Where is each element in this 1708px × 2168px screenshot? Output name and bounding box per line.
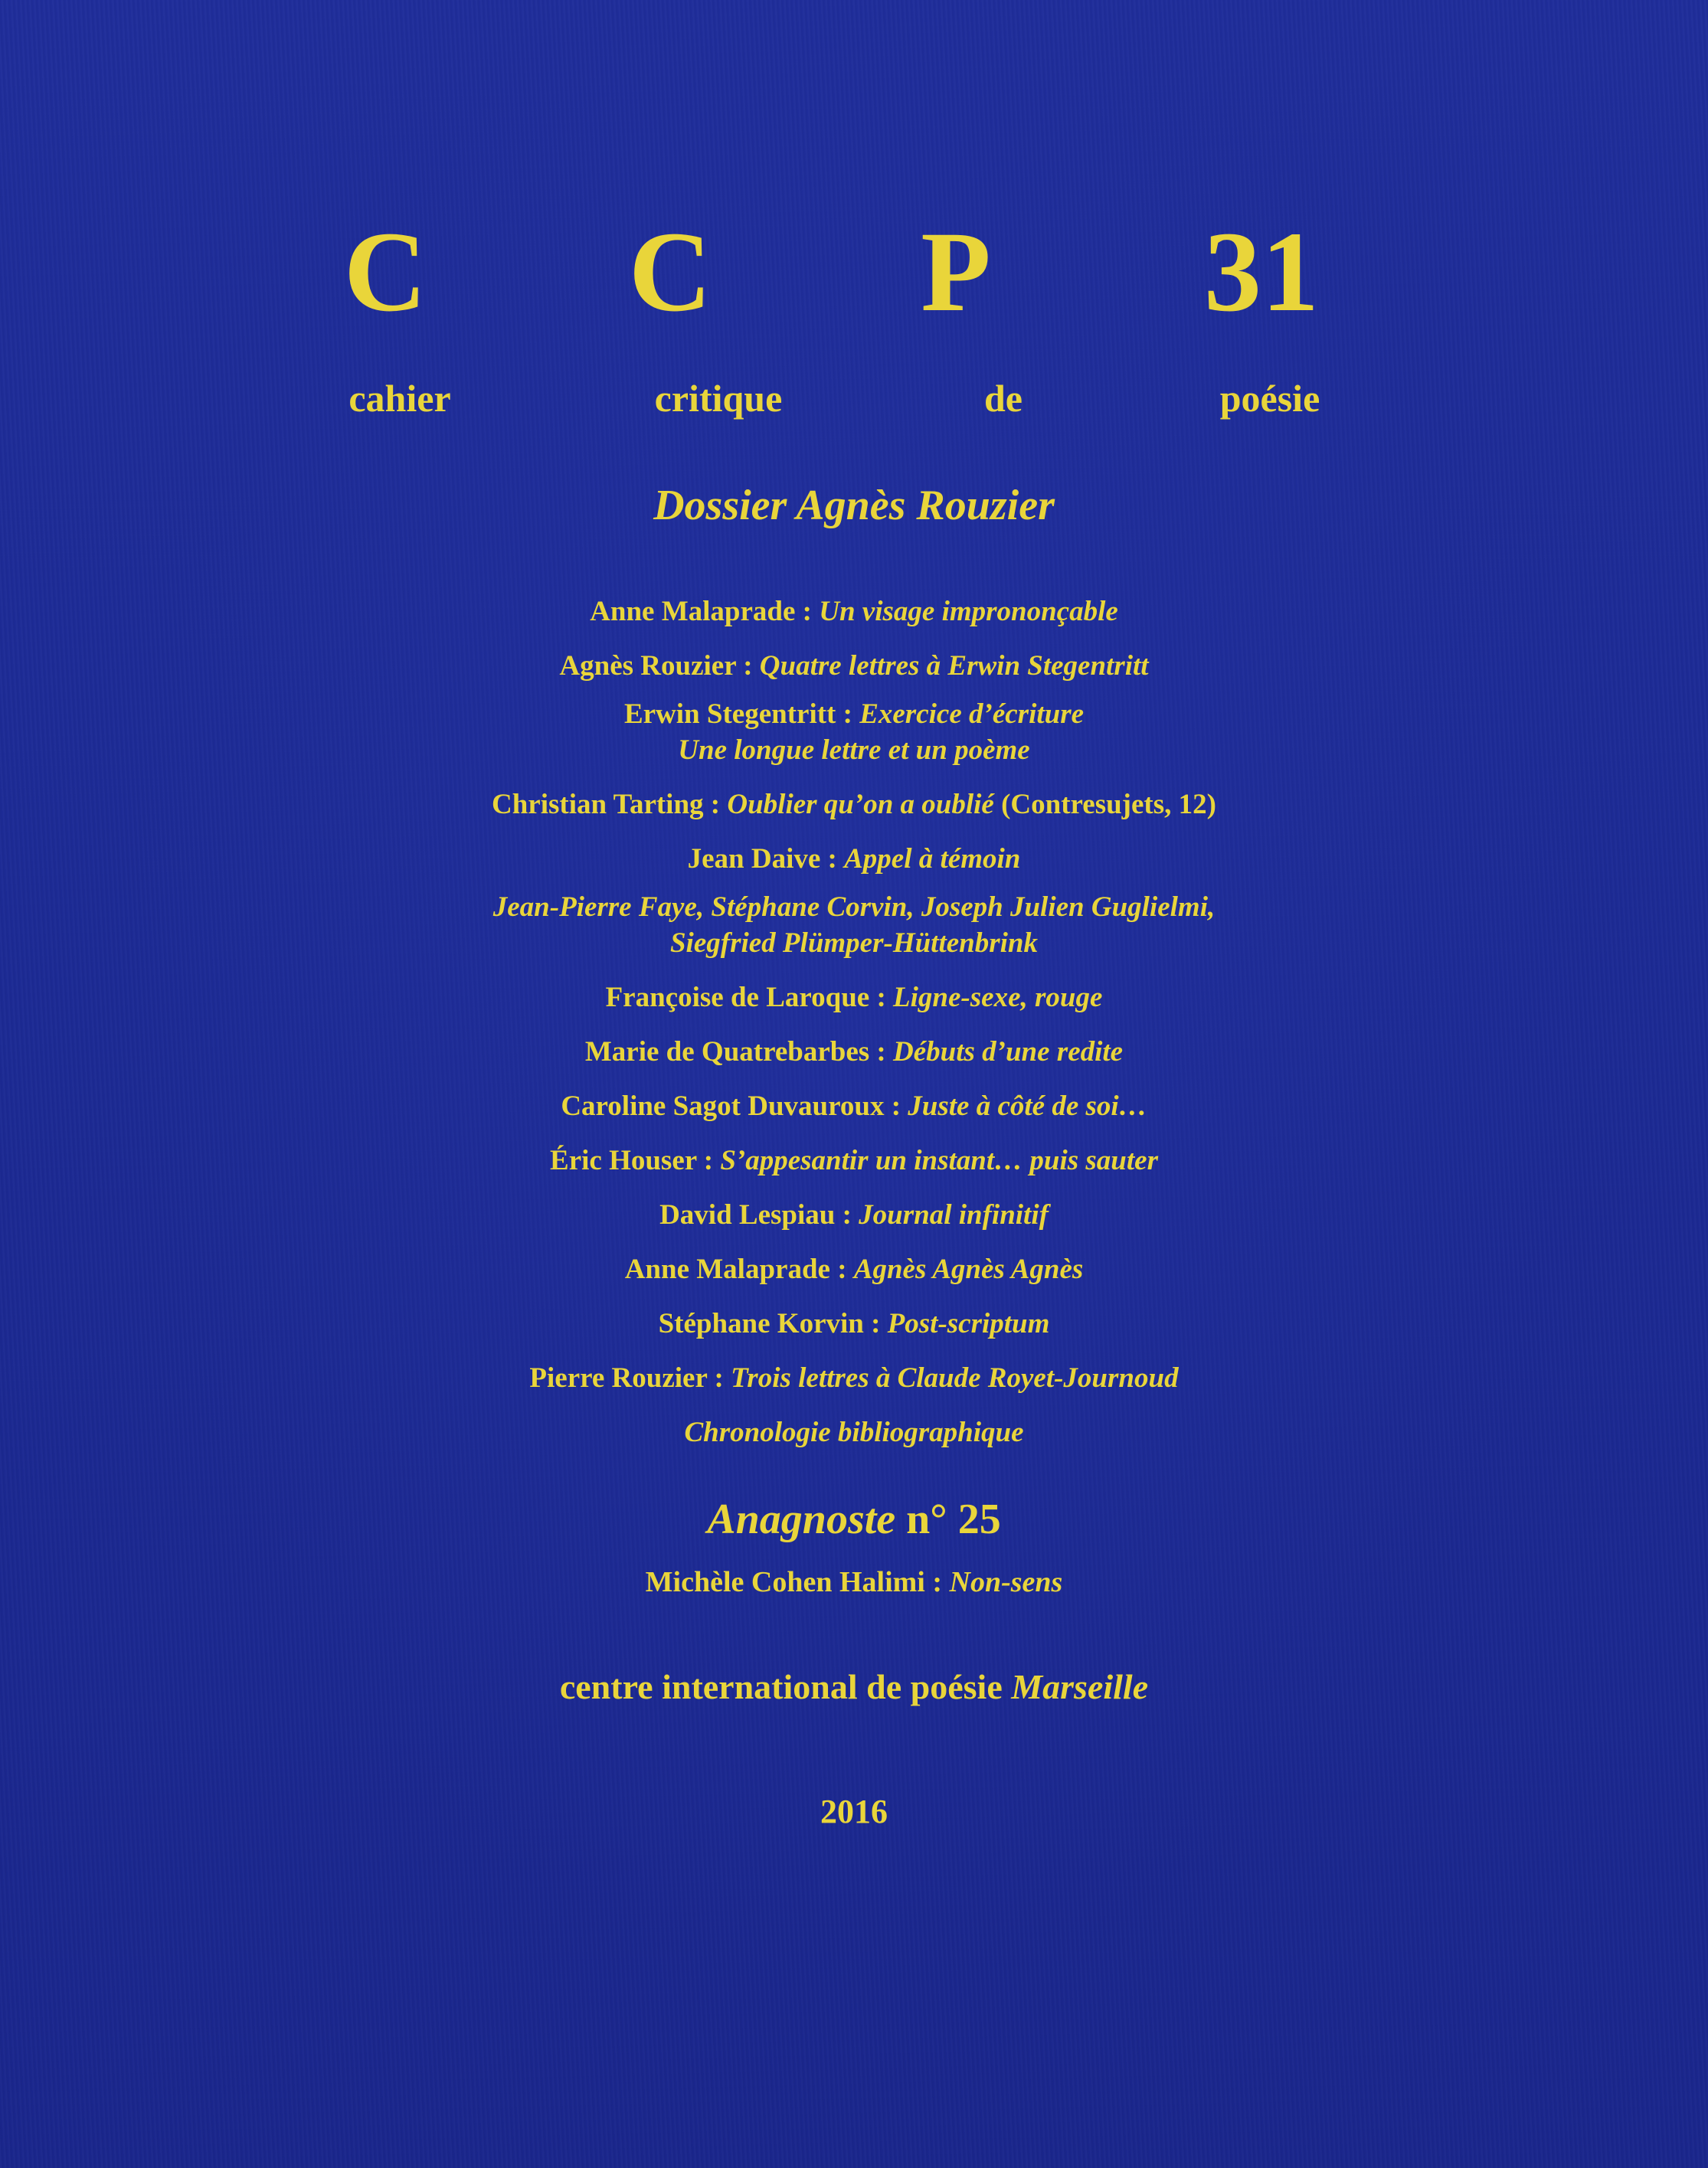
entry-title-line2: Une longue lettre et un poème xyxy=(678,734,1030,766)
publisher-city: Marseille xyxy=(1011,1667,1149,1706)
title-word-critique: critique xyxy=(654,377,783,420)
entry-title: Juste à côté de soi… xyxy=(908,1091,1147,1122)
entry-title: Un visage imprononçable xyxy=(819,596,1118,627)
entry-title-line2: Siegfried Plümper-Hüttenbrink xyxy=(669,927,1038,959)
issue-number: 31 xyxy=(1204,208,1319,335)
title-letter-p: P xyxy=(921,208,991,335)
title-word-cahier: cahier xyxy=(348,377,451,420)
entry-author: Anne Malaprade : xyxy=(624,1254,854,1285)
entry-author: Anne Malaprade : xyxy=(590,596,820,627)
title-letter-c2: C xyxy=(628,208,712,335)
entry-author: Agnès Rouzier : xyxy=(559,650,760,682)
entry-author: Jean Daive : xyxy=(687,843,845,875)
contents-entry xyxy=(0,594,1708,629)
entry-title: Oublier qu’on a oublié xyxy=(727,789,994,820)
contents-entry xyxy=(0,648,1708,684)
contents-entry xyxy=(0,1306,1708,1342)
entry-author: Françoise de Laroque : xyxy=(605,982,894,1013)
anagnoste-work: Non-sens xyxy=(949,1566,1063,1598)
contents-entry xyxy=(0,1414,1708,1450)
contents-entry xyxy=(0,1251,1708,1287)
publisher xyxy=(0,1665,1708,1709)
entry-author: Christian Tarting : xyxy=(492,789,728,820)
title-word-poesie: poésie xyxy=(1219,377,1320,420)
title-word-de: de xyxy=(984,377,1023,420)
entry-title: S’appesantir un instant… puis sauter xyxy=(720,1145,1158,1176)
anagnoste-heading xyxy=(0,1493,1708,1545)
contents-entry xyxy=(0,979,1708,1015)
contents-entry xyxy=(0,1088,1708,1124)
publisher-name: centre international de poésie xyxy=(559,1667,1012,1706)
entry-author: Pierre Rouzier : xyxy=(529,1362,731,1394)
publication-year: 2016 xyxy=(820,1793,888,1830)
entry-author: Éric Houser : xyxy=(550,1145,721,1176)
entry-author: Caroline Sagot Duvauroux : xyxy=(561,1091,908,1122)
entry-title: Débuts d’une redite xyxy=(893,1036,1124,1068)
entry-title: Chronologie bibliographique xyxy=(684,1417,1024,1448)
contents-entry xyxy=(0,1360,1708,1396)
entry-author: Marie de Quatrebarbes : xyxy=(584,1036,893,1068)
entry-title: Agnès Agnès Agnès xyxy=(853,1254,1084,1285)
table-of-contents xyxy=(0,594,1708,1469)
contents-entry xyxy=(0,841,1708,877)
entry-title: Ligne-sexe, rouge xyxy=(893,982,1103,1013)
contents-entry xyxy=(0,1197,1708,1233)
entry-title: Journal infinitif xyxy=(859,1199,1049,1231)
contents-entry xyxy=(0,696,1708,768)
entry-author: David Lespiau : xyxy=(659,1199,859,1231)
contents-entry xyxy=(0,1034,1708,1070)
anagnoste-title: Anagnoste xyxy=(707,1496,896,1543)
entry-title: Jean-Pierre Faye, Stéphane Corvin, Joseph Julien Guglielmi, xyxy=(492,891,1216,923)
contents-entry xyxy=(0,1143,1708,1179)
contents-entry xyxy=(0,889,1708,961)
dossier-title: Dossier Agnès Rouzier xyxy=(653,482,1055,529)
anagnoste-entry xyxy=(0,1564,1708,1601)
anagnoste-number: n° 25 xyxy=(895,1496,1001,1543)
entry-title: Trois lettres à Claude Royet-Journoud xyxy=(731,1362,1179,1394)
entry-title: Appel à témoin xyxy=(844,843,1021,875)
entry-author: Stéphane Korvin : xyxy=(658,1308,888,1339)
contents-entry xyxy=(0,786,1708,822)
anagnoste-author: Michèle Cohen Halimi : xyxy=(645,1566,950,1598)
entry-title: Quatre lettres à Erwin Stegentritt xyxy=(759,650,1149,682)
entry-suffix: (Contresujets, 12) xyxy=(993,789,1216,820)
entry-title: Exercice d’écriture xyxy=(859,698,1085,730)
entry-title: Post-scriptum xyxy=(887,1308,1050,1339)
entry-author: Erwin Stegentritt : xyxy=(623,698,860,730)
title-letter-c1: C xyxy=(343,208,427,335)
